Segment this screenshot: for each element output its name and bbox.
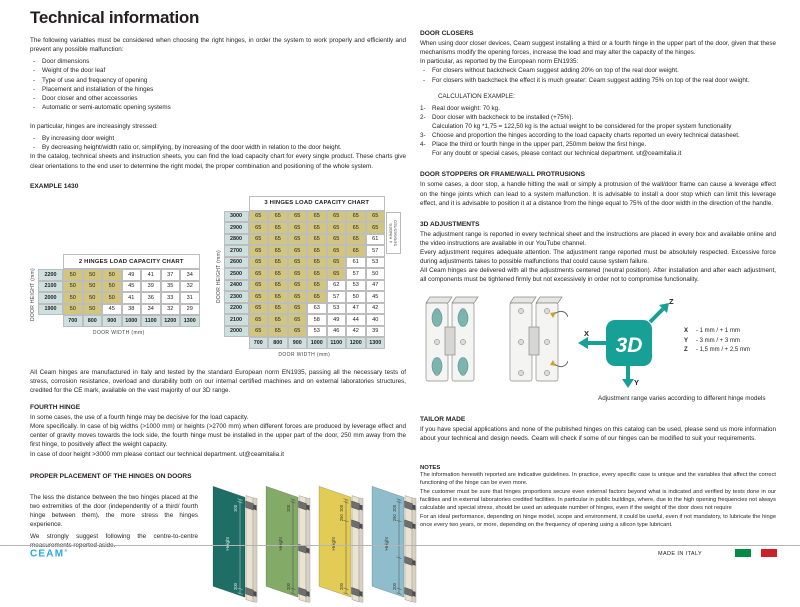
capacity-value-cell: 65: [288, 291, 308, 303]
adjustment-caption: Adjustment range varies according to different hinge models: [598, 394, 766, 402]
3d-adjustment-icon: [576, 296, 676, 388]
capacity-value-cell: 65: [249, 291, 269, 303]
capacity-value-cell: 39: [141, 281, 161, 293]
capacity-value-cell: 50: [63, 292, 83, 304]
door-closers-p1: When using door closer devices, Ceam suggest installing a third or a fourth hinge in the upper part of the door, given that these mechanisms modify the opening forces, increase the load and may alter the capacity of the hinges.: [420, 40, 776, 57]
capacity-value-cell: 63: [307, 303, 327, 315]
calc-item: For any doubt or special cases, please contact our technical department. ut@ceamitalia.it: [432, 150, 682, 158]
svg-text:200: 200: [233, 582, 238, 590]
door-height-cell: 2800: [224, 234, 249, 246]
stressed-lead: In particular, hinges are increasingly stressed:: [30, 123, 158, 130]
door-closers-p2: In particular, as reported by the European norm EN1935:: [420, 58, 579, 66]
door-closers-heading: DOOR CLOSERS: [420, 30, 474, 37]
door-height-cell: 3000: [224, 211, 249, 223]
capacity-value-cell: 65: [327, 234, 347, 246]
door-width-cell: 800: [268, 337, 288, 349]
svg-text:Height: Height: [225, 536, 230, 551]
door-width-cell: 1100: [327, 337, 347, 349]
capacity-value-cell: 53: [327, 303, 347, 315]
capacity-value-cell: 65: [288, 211, 308, 223]
capacity-value-cell: 65: [268, 303, 288, 315]
capacity-value-cell: 50: [83, 281, 103, 293]
capacity-value-cell: 65: [249, 303, 269, 315]
four-hinges-suggested-note: 4 HINGES SUGGESTED: [386, 212, 401, 254]
capacity-value-cell: 34: [180, 269, 200, 281]
capacity-value-cell: 50: [102, 269, 122, 281]
capacity-value-cell: 65: [268, 222, 288, 234]
svg-text:Height: Height: [331, 536, 336, 551]
capacity-value-cell: 65: [249, 234, 269, 246]
ceam-logo: CEAM®: [30, 548, 69, 560]
door-width-cell: 1300: [180, 315, 200, 327]
stressed-bullet: - By decreasing height/width ratio or, simplifying, by increasing of the door width in relation to the door height.: [33, 144, 342, 152]
capacity-value-cell: 32: [161, 304, 181, 316]
calc-item: 2- Door closer with backcheck to be installed (+75%).: [420, 113, 574, 121]
axis-range-row: Z - 1,5 mm / + 2,5 mm: [684, 347, 750, 354]
door-height-cell: 2900: [224, 222, 249, 234]
capacity-value-cell: 65: [288, 234, 308, 246]
svg-text:200: 200: [339, 582, 344, 590]
capacity-value-cell: 38: [122, 304, 142, 316]
intro-lead: The following variables must be considered when choosing the right hinges, in order the system to work properly and efficiently and prevent any possible malfunction:: [30, 37, 406, 54]
capacity-value-cell: 65: [327, 245, 347, 257]
door-height-cell: 2300: [224, 291, 249, 303]
three-hinges-table: [215, 196, 398, 358]
capacity-value-cell: 65: [346, 245, 366, 257]
door-height-cell: 2100: [224, 314, 249, 326]
capacity-value-cell: 42: [346, 326, 366, 338]
door-width-axis-label: DOOR WIDTH (mm): [278, 351, 331, 358]
intro-bullet: - Automatic or semi-automatic opening systems: [33, 103, 171, 111]
intro-bullet: - Type of use and frequency of opening: [33, 76, 148, 84]
svg-text:Height: Height: [278, 536, 283, 551]
door-stoppers-p1: In some cases, a door stop, a handle hitting the wall or simply a protrusion of the wall/door frame can cause a leverage effect on the hinge joints which can lead to a system malfunction. It is advisable to install a door stop which can limit this leverage effect, and it is advisable to position it at a distance from the hinge equal to 75% of the door width in the direction of the handle.: [420, 181, 776, 207]
capacity-value-cell: 45: [122, 281, 142, 293]
capacity-value-cell: 33: [161, 292, 181, 304]
capacity-value-cell: 32: [180, 281, 200, 293]
capacity-value-cell: 50: [83, 292, 103, 304]
capacity-value-cell: 65: [268, 326, 288, 338]
capacity-value-cell: 65: [307, 291, 327, 303]
capacity-value-cell: 65: [307, 222, 327, 234]
capacity-value-cell: 65: [249, 222, 269, 234]
capacity-value-cell: 58: [307, 314, 327, 326]
capacity-value-cell: 65: [249, 314, 269, 326]
capacity-value-cell: 65: [288, 222, 308, 234]
capacity-value-cell: 65: [288, 245, 308, 257]
door-width-cell: 1000: [122, 315, 142, 327]
capacity-value-cell: 65: [268, 268, 288, 280]
svg-text:250: 250: [339, 513, 344, 521]
door-closers-bullet: - For closers with backcheck the effect it is much greater: Ceam suggest adding 75% on top of the real door weight.: [423, 76, 750, 84]
capacity-value-cell: 65: [249, 268, 269, 280]
capacity-value-cell: 47: [346, 303, 366, 315]
capacity-value-cell: 50: [63, 269, 83, 281]
capacity-value-cell: 65: [327, 268, 347, 280]
capacity-grid: [224, 196, 386, 349]
flag-red: [761, 549, 777, 557]
door-height-cell: 2600: [224, 257, 249, 269]
capacity-value-cell: 50: [102, 292, 122, 304]
door-width-cell: 900: [288, 337, 308, 349]
door-width-cell: 1000: [307, 337, 327, 349]
capacity-value-cell: 57: [346, 268, 366, 280]
capacity-value-cell: 65: [307, 245, 327, 257]
capacity-value-cell: 41: [122, 292, 142, 304]
capacity-value-cell: 65: [366, 222, 386, 234]
notes-section: [420, 465, 776, 530]
capacity-value-cell: 65: [268, 245, 288, 257]
door-width-cell: 1100: [141, 315, 161, 327]
fourth-hinge-p2: More specifically. In case of big widths (>1000 mm) or heights (>2700 mm) when different forces are produced by leverage effect and center of gravity moves towards the lock side, the fourth hinge must be installed in the upper part of the door, 250 mm away from the first hinge, to positively affect the weight capacity.: [30, 423, 406, 449]
door-width-cell: 1200: [161, 315, 181, 327]
capacity-value-cell: 65: [268, 291, 288, 303]
capacity-value-cell: 53: [307, 326, 327, 338]
notes-p2: The customer must be sure that hinges proportions secure even external factors beyond what is indicated and verified by tests done in our facilities and in external laboratories credited facilities. In particular in public buildings, where, due to the high opening frequencies not always calculable and special stress, should be used an adequate number of hinges, even if the weight of the door does not require: [420, 488, 776, 511]
door-height-cell: 2200: [224, 303, 249, 315]
capacity-value-cell: 65: [249, 326, 269, 338]
table-corner-spacer: [224, 196, 249, 206]
axis-y-glyph: Y: [634, 377, 640, 387]
capacity-value-cell: 65: [366, 211, 386, 223]
capacity-value-cell: 50: [366, 268, 386, 280]
capacity-value-cell: 49: [122, 269, 142, 281]
svg-text:200: 200: [286, 504, 291, 512]
capacity-value-cell: 50: [63, 281, 83, 293]
capacity-value-cell: 65: [268, 211, 288, 223]
adjustment-figures: [420, 293, 776, 391]
fourth-hinge-heading: FOURTH HINGE: [30, 404, 81, 411]
capacity-value-cell: 31: [180, 292, 200, 304]
capacity-value-cell: 53: [346, 280, 366, 292]
capacity-value-cell: 65: [346, 234, 366, 246]
capacity-value-cell: 50: [63, 304, 83, 316]
svg-text:200: 200: [233, 504, 238, 512]
quality-note: All Ceam hinges are manufactured in Italy and tested by the standard European norm EN1935, passing all the necessary tests of stress, corrosion resistance, overload and durability both on our internal certified machines and on external laboratories structures, credited for the CE mark, available on the vast majority of our 3D range.: [30, 368, 406, 394]
capacity-value-cell: 65: [327, 222, 347, 234]
door-height-cell: 2200: [38, 269, 63, 281]
capacity-value-cell: 65: [307, 257, 327, 269]
calc-item: 4- Place the third or fourth hinge in the upper part, 250mm below the first hinge.: [420, 141, 647, 149]
svg-text:200: 200: [392, 504, 397, 512]
capacity-value-cell: 45: [366, 291, 386, 303]
capacity-value-cell: 65: [346, 211, 366, 223]
notes-heading: NOTES: [420, 464, 441, 471]
door-width-cell: 1300: [366, 337, 386, 349]
capacity-value-cell: 50: [102, 281, 122, 293]
capacity-value-cell: 39: [366, 326, 386, 338]
capacity-value-cell: 65: [268, 280, 288, 292]
capacity-value-cell: 40: [366, 314, 386, 326]
placement-p1: The less the distance between the two hinges placed at the two extremities of the door (independently of a third/ fourth hinge between them), the more stress the hinges experience.: [30, 493, 198, 528]
two-hinges-table: [30, 254, 200, 336]
capacity-value-cell: 65: [327, 257, 347, 269]
svg-text:200: 200: [339, 504, 344, 512]
capacity-value-cell: 61: [346, 257, 366, 269]
notes-p1: The information herewith reported are indicative guidelines. In practice, every specific case is unique and the variables that affect the correct functioning of the hinge can be even more.: [420, 471, 776, 486]
capacity-value-cell: 65: [268, 314, 288, 326]
notes-p3: For an ideal performance, depending on hinge model, scope and environment, it could be useful, even if not mandatory, to lubricate the hinge once every two years, or more, depending on the frequency of opening using a silicon type lubricant.: [420, 513, 776, 528]
door-height-cell: 2000: [38, 292, 63, 304]
capacity-value-cell: 62: [327, 280, 347, 292]
door-width-cell: 800: [83, 315, 103, 327]
capacity-value-cell: 35: [161, 281, 181, 293]
fourth-hinge-p1: In some cases, the use of a fourth hinge may be decisive for the load capacity.: [30, 414, 249, 421]
svg-text:200: 200: [392, 582, 397, 590]
capacity-value-cell: 50: [83, 304, 103, 316]
right-column: [420, 30, 776, 531]
capacity-value-cell: 65: [249, 257, 269, 269]
door-height-cell: 2000: [224, 326, 249, 338]
catalog-note: In the catalog, technical sheets and instruction sheets, you can find the load capacity chart for every single product. These charts give clear orientations to the end user to determine the right model, the proper combination and positioning of the whole system.: [30, 153, 406, 170]
capacity-value-cell: 57: [366, 245, 386, 257]
capacity-value-cell: 65: [307, 268, 327, 280]
axis-range-row: X - 1 mm / + 1 mm: [684, 328, 740, 335]
capacity-value-cell: 65: [307, 234, 327, 246]
capacity-value-cell: 65: [307, 280, 327, 292]
capacity-value-cell: 65: [288, 257, 308, 269]
capacity-value-cell: 50: [346, 291, 366, 303]
hinge-front-illustration: [420, 293, 568, 391]
intro-bullet: - Door closer and other accessories: [33, 94, 138, 102]
table-title: 2 HINGES LOAD CAPACITY CHART: [63, 254, 200, 269]
intro-bullet: - Weight of the door leaf: [33, 67, 106, 75]
door-height-cell: 2100: [38, 281, 63, 293]
capacity-value-cell: 53: [366, 257, 386, 269]
capacity-value-cell: 65: [268, 257, 288, 269]
door-height-cell: 2500: [224, 268, 249, 280]
door-closers-bullet: - For closers without backcheck Ceam suggest adding 20% on top of the real door weight.: [423, 67, 679, 75]
capacity-value-cell: 57: [327, 291, 347, 303]
door-height-cell: 2700: [224, 245, 249, 257]
axis-x-glyph: X: [584, 328, 590, 338]
capacity-value-cell: 65: [288, 268, 308, 280]
page-title: Technical information: [30, 8, 200, 27]
capacity-value-cell: 49: [327, 314, 347, 326]
capacity-value-cell: 65: [288, 280, 308, 292]
axis-range-row: Y - 3 mm / + 3 mm: [684, 337, 740, 344]
tailor-made-heading: TAILOR MADE: [420, 415, 466, 423]
adjustments-heading: 3D ADJUSTMENTS: [420, 220, 480, 228]
footer-divider: [0, 545, 800, 546]
door-width-axis-label: DOOR WIDTH (mm): [92, 329, 145, 336]
svg-text:Height: Height: [384, 536, 389, 551]
capacity-value-cell: 65: [307, 211, 327, 223]
placement-heading: PROPER PLACEMENT OF THE HINGES ON DOORS: [30, 472, 192, 480]
flag-green: [735, 549, 751, 557]
capacity-grid: [38, 254, 200, 327]
door-height-cell: 1900: [38, 304, 63, 316]
load-capacity-tables: [30, 196, 406, 358]
door-width-cell: 1200: [346, 337, 366, 349]
adjustment-ranges: [684, 327, 750, 356]
capacity-value-cell: 36: [141, 292, 161, 304]
capacity-value-cell: 65: [288, 314, 308, 326]
tailor-made-p1: If you have special applications and none of the published hinges on this catalog can be used, please send us more information about your technical and design needs. Ceam will check if some of our hinges can be modified to suit your requirements.: [420, 425, 776, 442]
italian-flag: [735, 549, 777, 557]
capacity-value-cell: 29: [180, 304, 200, 316]
capacity-value-cell: 65: [249, 280, 269, 292]
door-width-cell: 700: [63, 315, 83, 327]
door-height-axis-label: DOOR HEIGHT (mm): [30, 268, 36, 322]
svg-text:200: 200: [286, 582, 291, 590]
fourth-hinge-p3: In case of door height >3000 mm please contact our technical department. ut@ceamitalia.it: [30, 450, 285, 458]
table-corner-spacer: [38, 254, 63, 264]
capacity-value-cell: 47: [366, 280, 386, 292]
table-corner-spacer: [224, 337, 249, 347]
stressed-bullet: - By increasing door weight: [33, 135, 115, 143]
door-width-cell: 700: [249, 337, 269, 349]
table-corner-spacer: [38, 315, 63, 325]
capacity-value-cell: 46: [327, 326, 347, 338]
door-width-cell: 900: [102, 315, 122, 327]
capacity-value-cell: 37: [161, 269, 181, 281]
capacity-value-cell: 50: [83, 269, 103, 281]
capacity-value-cell: 42: [366, 303, 386, 315]
capacity-value-cell: 65: [249, 211, 269, 223]
capacity-value-cell: 65: [249, 245, 269, 257]
door-stoppers-heading: DOOR STOPPERS OR FRAME/WALL PROTRUSIONS: [420, 171, 585, 179]
left-column: [30, 36, 406, 607]
example-heading: EXAMPLE 1430: [30, 182, 79, 190]
capacity-value-cell: 44: [346, 314, 366, 326]
capacity-value-cell: 65: [288, 326, 308, 338]
door-height-axis-label: DOOR HEIGHT (mm): [215, 250, 222, 304]
3d-badge-label: 3D: [615, 333, 643, 357]
adjustments-p2: Every adjustment requires adequate attention. The adjustment range reported must be absolutely respected. Excessive force during adjustments takes to possible malfunctions that could cause system failure.: [420, 249, 776, 266]
capacity-value-cell: 65: [288, 303, 308, 315]
intro-bullet: - Door dimensions: [33, 58, 90, 66]
calc-item: 3- Choose and proportion the hinges according to the load capacity charts reported un every technical datasheet.: [420, 132, 740, 139]
calc-item: 1- Real door weight: 70 kg.: [420, 104, 500, 112]
capacity-value-cell: 65: [268, 234, 288, 246]
adjustments-p1: The adjustment range is reported in every technical sheet and the instructions are placed in every box and available online and the video instructions are available in our YouTube channel.: [420, 230, 776, 247]
calc-item: Calculation 70 kg *1,75 = 122,50 kg is the actual weight to be considered for the proper system functionality: [432, 122, 732, 130]
made-in-italy-label: MADE IN ITALY: [658, 551, 703, 557]
capacity-value-cell: 41: [141, 269, 161, 281]
capacity-value-cell: 65: [327, 211, 347, 223]
placement-p2: We strongly suggest following the centre-to-centre measurements reported aside.: [30, 533, 198, 550]
capacity-value-cell: 45: [102, 304, 122, 316]
capacity-value-cell: 65: [346, 222, 366, 234]
table-title: 3 HINGES LOAD CAPACITY CHART: [249, 196, 386, 211]
capacity-value-cell: 61: [366, 234, 386, 246]
svg-text:250: 250: [392, 513, 397, 521]
registered-mark: ®: [64, 548, 69, 553]
adjustments-p3: All Ceam hinges are delivered with all the adjustments centered (neutral position). After installation and after each adjustment, all components must be tightened firmly but not excessively in order not to compromise functionality.: [420, 267, 776, 284]
capacity-value-cell: 34: [141, 304, 161, 316]
intro-bullet: - Placement and installation of the hinges: [33, 85, 154, 93]
door-height-cell: 2400: [224, 280, 249, 292]
axis-z-glyph: Z: [669, 296, 674, 306]
calculation-heading: CALCULATION EXAMPLE:: [438, 92, 515, 100]
